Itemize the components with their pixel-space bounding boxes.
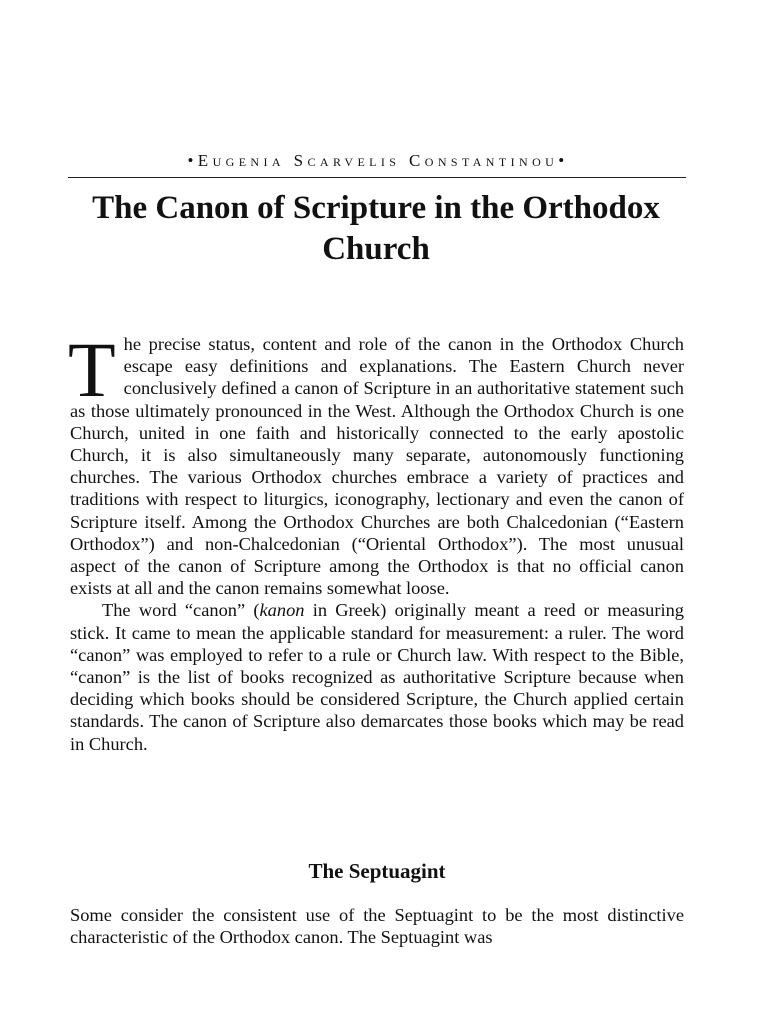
paragraph-2-italic-term: kanon: [259, 600, 305, 621]
drop-cap: T: [68, 326, 116, 413]
paragraph-3: Some consider the consistent use of the Septuagint to be the most distinctive characteristic of the Orthodox canon. The Septuagint was: [70, 905, 684, 948]
paragraph-1: [68, 326, 684, 599]
section-heading: The Septuagint: [308, 859, 446, 883]
paragraph-2: [70, 599, 684, 754]
running-head: •Eugenia Scarvelis Constantinou•: [187, 151, 569, 170]
header-rule: [68, 177, 686, 178]
paragraph-2-text-a: The word “canon” (: [102, 600, 260, 621]
article-title: The Canon of Scripture in the Orthodox Church: [92, 190, 660, 267]
paragraph-1-text: he precise status, content and role of the canon in the Orthodox Church escape easy definitions and explanations. The Eastern Church never conclusively defined a canon of Scripture in an authoritative statement such as those ultimately pronounced in the West. Although the Orthodox Church is one Church, united in one faith and historically connected to the early apostolic Church, it is also simultaneously many separate, autonomously functioning churches. The various Orthodox churches embrace a variety of practices and traditions with respect to liturgics, iconography, lectionary and even the canon of Scripture itself. Among the Orthodox Churches are both Chalcedonian (“Eastern Orthodox”) and non-Chalcedonian (“Oriental Orthodox”). The most unusual aspect of the canon of Scripture among the Orthodox is that no official canon exists at all and the canon remains somewhat loose.: [70, 334, 684, 599]
article-body: [68, 326, 685, 755]
paragraph-2-text-b: in Greek) originally meant a reed or measuring stick. It came to mean the applicable standard for measurement: a ruler. The word “canon” was employed to refer to a rule or Church law. With respect to the Bible, “canon” is the list of books recognized as authoritative Scripture because when deciding which books should be considered Scripture, the Church applied certain standards. The canon of Scripture also demarcates those books which may be read in Church.: [70, 600, 685, 754]
